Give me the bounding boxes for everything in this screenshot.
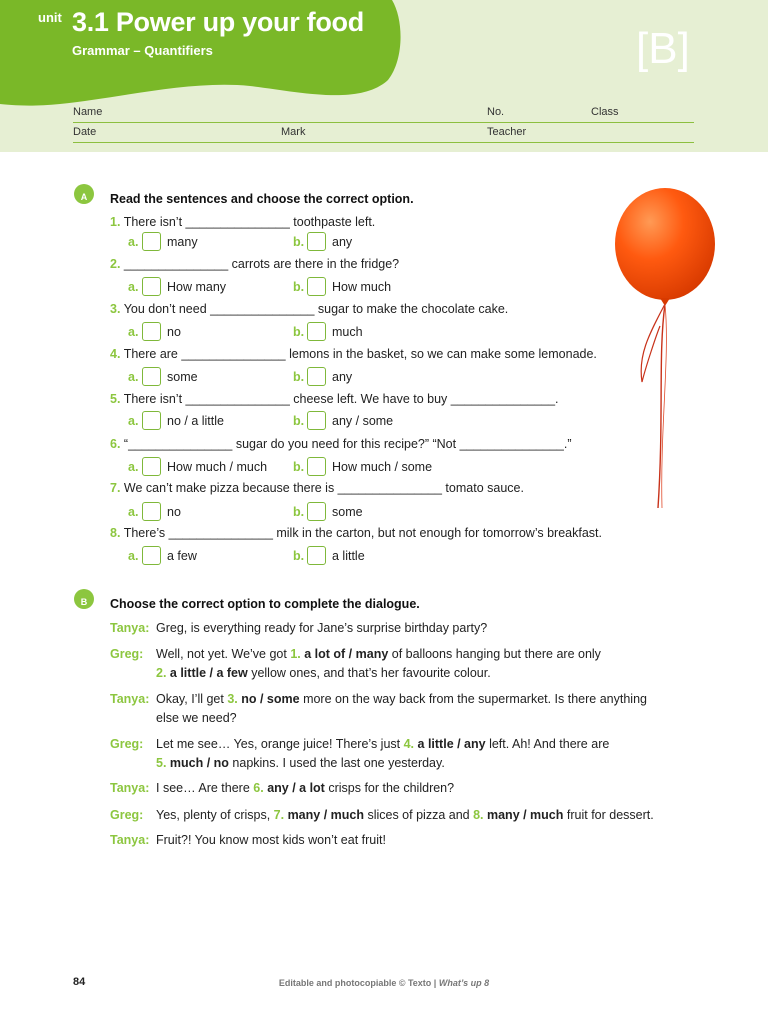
option-label: a little <box>332 548 365 563</box>
option-letter: b. <box>293 279 305 294</box>
question-7-option-a[interactable] <box>128 502 181 521</box>
answer-checkbox[interactable] <box>142 457 161 476</box>
book-title: What’s up 8 <box>438 978 490 988</box>
gap-choice[interactable]: many / much <box>483 808 564 822</box>
question-4-option-b[interactable] <box>293 367 352 386</box>
dialogue-line: Well, not yet. We’ve got 1. a lot of / many of balloons hanging but there are only <box>156 647 601 661</box>
question-2-option-b[interactable] <box>293 277 391 296</box>
gap-choice[interactable]: a little / a few <box>166 666 248 680</box>
speaker-label: Tanya: <box>110 621 150 635</box>
dialogue-line: Let me see… Yes, orange juice! There’s just 4. a little / any left. Ah! And there are <box>156 737 610 751</box>
gap-number: 6. <box>253 781 264 795</box>
question-6-option-a[interactable] <box>128 457 267 476</box>
question-2-option-a[interactable] <box>128 277 226 296</box>
question-sentence: _______________ carrots are there in the fridge? <box>123 257 400 271</box>
section-a-badge: A <box>74 184 94 204</box>
section-a-title: Read the sentences and choose the correct option. <box>110 192 414 206</box>
answer-checkbox[interactable] <box>142 232 161 251</box>
question-sentence: There are _______________ lemons in the basket, so we can make some lemonade. <box>123 347 597 361</box>
question-3-text <box>110 302 508 316</box>
answer-checkbox[interactable] <box>307 232 326 251</box>
question-sentence: “_______________ sugar do you need for this recipe?” “Not _______________.” <box>123 437 572 451</box>
question-5-option-a[interactable] <box>128 411 224 430</box>
field-line-2 <box>73 142 694 143</box>
gap-number: 1. <box>290 647 301 661</box>
option-letter: b. <box>293 459 305 474</box>
option-label: much <box>332 324 363 339</box>
dialogue-line: I see… Are there 6. any / a lot crisps for the children? <box>156 781 455 795</box>
speaker-label: Tanya: <box>110 781 150 795</box>
option-letter: a. <box>128 234 139 249</box>
option-letter: b. <box>293 413 305 428</box>
option-label: many <box>167 234 198 249</box>
speaker-label: Tanya: <box>110 833 150 847</box>
dialogue-line: Okay, I’ll get 3. no / some more on the way back from the supermarket. Is there anything <box>156 692 647 706</box>
speaker-label: Greg: <box>110 737 144 751</box>
teacher-field-label: Teacher <box>487 126 527 138</box>
question-6-text <box>110 437 571 451</box>
question-4-text <box>110 347 597 361</box>
section-b-title: Choose the correct option to complete the dialogue. <box>110 597 420 611</box>
dialogue-line: 5. much / no napkins. I used the last one yesterday. <box>156 756 445 770</box>
speaker-label: Tanya: <box>110 692 150 706</box>
question-sentence: There isn’t _______________ cheese left. We have to buy _______________. <box>123 392 559 406</box>
question-sentence: We can’t make pizza because there is _______________ tomato sauce. <box>123 481 524 495</box>
answer-checkbox[interactable] <box>142 411 161 430</box>
option-letter: a. <box>128 504 139 519</box>
section-b-badge: B <box>74 589 94 609</box>
question-3-option-a[interactable] <box>128 322 181 341</box>
gap-number: 8. <box>473 808 484 822</box>
page-subtitle: Grammar – Quantifiers <box>72 43 213 58</box>
option-label: some <box>332 504 363 519</box>
option-label: How much <box>332 279 392 294</box>
option-label: any <box>332 234 353 249</box>
option-letter: a. <box>128 324 139 339</box>
gap-choice[interactable]: much / no <box>166 756 229 770</box>
question-sentence: There isn’t _______________ toothpaste left. <box>123 215 376 229</box>
question-sentence: There’s _______________ milk in the carton, but not enough for tomorrow’s breakfast. <box>123 526 602 540</box>
option-label: some <box>167 369 198 384</box>
option-letter: a. <box>128 413 139 428</box>
page-title: 3.1 Power up your food <box>72 7 364 37</box>
answer-checkbox[interactable] <box>307 367 326 386</box>
question-8-option-a[interactable] <box>128 546 197 565</box>
mark-field-label: Mark <box>281 126 306 138</box>
speaker-label: Greg: <box>110 808 144 822</box>
dialogue-line: Greg, is everything ready for Jane’s surprise birthday party? <box>156 621 488 635</box>
answer-checkbox[interactable] <box>307 457 326 476</box>
question-2-text <box>110 257 399 271</box>
option-letter: a. <box>128 548 139 563</box>
orange-balloon-image <box>608 186 728 516</box>
question-number: 2. <box>110 257 121 271</box>
test-version: [B] <box>636 24 690 73</box>
option-letter: a. <box>128 279 139 294</box>
answer-checkbox[interactable] <box>307 502 326 521</box>
name-field-label: Name <box>73 106 103 118</box>
question-number: 7. <box>110 481 121 495</box>
option-label: any <box>332 369 353 384</box>
page-number: 84 <box>73 976 86 988</box>
question-5-text <box>110 392 559 406</box>
gap-number: 5. <box>156 756 167 770</box>
question-3-option-b[interactable] <box>293 322 363 341</box>
class-field-label: Class <box>591 106 619 118</box>
answer-checkbox[interactable] <box>142 367 161 386</box>
answer-checkbox[interactable] <box>142 502 161 521</box>
question-1-option-b[interactable] <box>293 232 352 251</box>
answer-checkbox[interactable] <box>307 546 326 565</box>
question-sentence: You don’t need _______________ sugar to make the chocolate cake. <box>123 302 509 316</box>
question-7-option-b[interactable] <box>293 502 363 521</box>
number-field-label: No. <box>487 106 505 118</box>
unit-label: unit <box>38 10 62 25</box>
gap-choice[interactable]: many / much <box>284 808 364 822</box>
gap-number: 3. <box>227 692 238 706</box>
option-label: no / a little <box>167 413 224 428</box>
gap-choice[interactable]: a little / any <box>414 737 486 751</box>
option-letter: b. <box>293 324 305 339</box>
question-number: 8. <box>110 526 121 540</box>
option-letter: b. <box>293 234 305 249</box>
answer-checkbox[interactable] <box>307 322 326 341</box>
answer-checkbox[interactable] <box>307 411 326 430</box>
option-label: How much / some <box>332 459 433 474</box>
question-8-text <box>110 526 602 540</box>
gap-choice[interactable]: a lot of / many <box>300 647 389 661</box>
option-label: How many <box>167 279 227 294</box>
option-letter: b. <box>293 369 305 384</box>
question-7-text <box>110 481 524 495</box>
answer-checkbox[interactable] <box>307 277 326 296</box>
gap-choice[interactable]: any / a lot <box>263 781 325 795</box>
option-label: no <box>167 324 181 339</box>
question-number: 3. <box>110 302 121 316</box>
option-letter: b. <box>293 548 305 563</box>
answer-checkbox[interactable] <box>142 277 161 296</box>
option-label: How much / much <box>167 459 268 474</box>
dialogue-line: else we need? <box>156 711 237 725</box>
dialogue-line: Fruit?! You know most kids won’t eat fruit! <box>156 833 386 847</box>
gap-number: 7. <box>273 808 285 822</box>
field-line-1 <box>73 122 694 123</box>
question-1-text <box>110 215 375 229</box>
question-6-option-b[interactable] <box>293 457 432 476</box>
option-letter: a. <box>128 369 139 384</box>
option-label: no <box>167 504 181 519</box>
question-1-option-a[interactable] <box>128 232 198 251</box>
option-letter: a. <box>128 459 139 474</box>
gap-number: 2. <box>156 666 167 680</box>
option-label: a few <box>167 548 197 563</box>
question-4-option-a[interactable] <box>128 367 198 386</box>
question-5-option-b[interactable] <box>293 411 393 430</box>
date-field-label: Date <box>73 126 97 138</box>
dialogue-line: Yes, plenty of crisps, 7. many / much slices of pizza and 8. many / much fruit for dessert. <box>156 808 654 822</box>
speaker-label: Greg: <box>110 647 144 661</box>
gap-choice[interactable]: no / some <box>237 692 300 706</box>
answer-checkbox[interactable] <box>142 322 161 341</box>
question-8-option-b[interactable] <box>293 546 365 565</box>
option-letter: b. <box>293 504 305 519</box>
question-number: 5. <box>110 392 121 406</box>
footer-copyright: Editable and photocopiable © Texto | What’s up 8 <box>278 978 490 988</box>
question-number: 1. <box>110 215 121 229</box>
option-label: any / some <box>332 413 394 428</box>
dialogue-line: 2. a little / a few yellow ones, and that’s her favourite colour. <box>156 666 491 680</box>
question-number: 4. <box>110 347 121 361</box>
question-number: 6. <box>110 437 121 451</box>
gap-number: 4. <box>403 737 415 751</box>
answer-checkbox[interactable] <box>142 546 161 565</box>
